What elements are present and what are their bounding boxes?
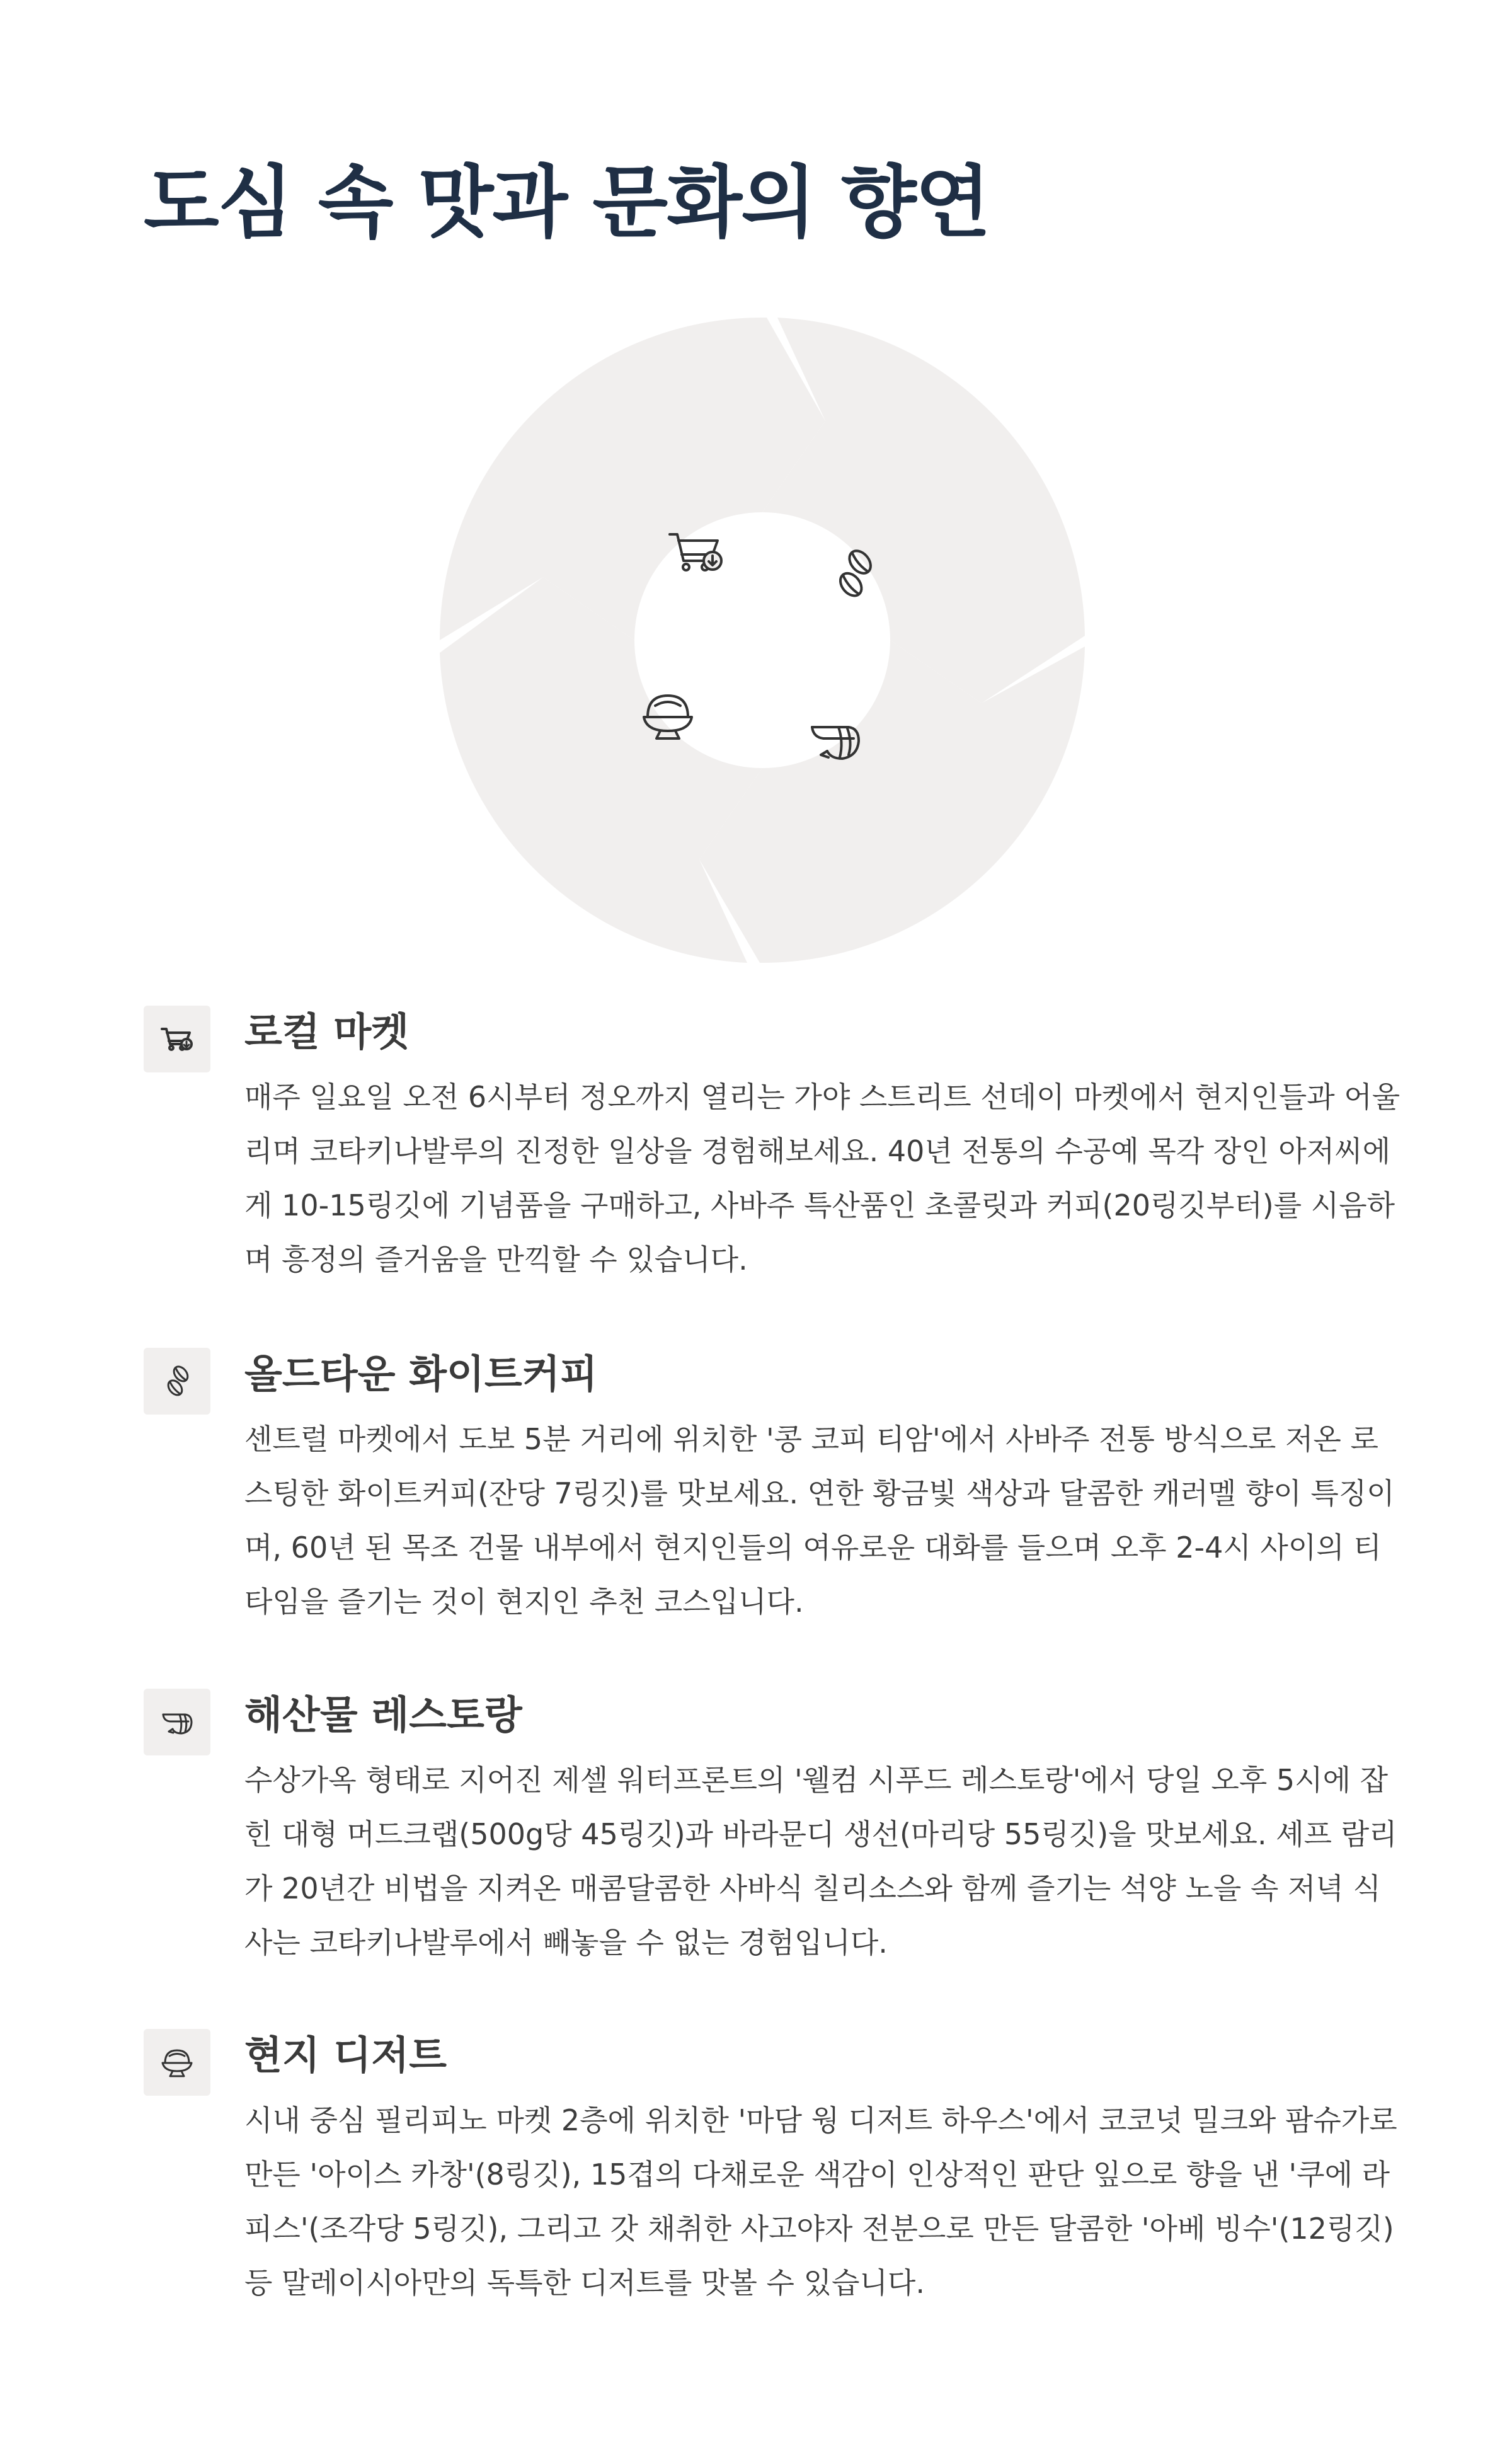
coffee-beans-icon	[144, 1348, 210, 1415]
cycle-segment-market	[440, 318, 825, 640]
section-description: 센트럴 마켓에서 도보 5분 거리에 위치한 '콩 코피 티암'에서 사바주 전통 방식으로 저온 로스팅한 화이트커피(잔당 7링깃)를 맛보세요. 연한 황금빛 색상과 달콤한 캐러멜 향이 특징이며, 60년 된 목조 건물 내부에서 현지인들의 여유로운 대화를 들으며 오후 2-4시 사이의 티타임을 즐기는 것이 현지인 추천 코스입니다.	[244, 1422, 1395, 1619]
shopping-cart-icon	[144, 1006, 210, 1072]
section-title: 현지 디저트	[244, 2032, 447, 2078]
section-title: 올드타운 화이트커피	[244, 1351, 598, 1397]
section-description: 수상가옥 형태로 지어진 제셀 워터프론트의 '웰컴 시푸드 레스토랑'에서 당일 오후 5시에 잡힌 대형 머드크랩(500g당 45링깃)과 바라문디 생선(마리당 55링깃)을 맛보세요. 셰프 람리가 20년간 비법을 지켜온 매콤달콤한 사바식 칠리소스와 함께 즐기는 석양 노을 속 저녁 식사는 코타키나발루에서 빼놓을 수 없는 경험입니다.	[244, 1763, 1397, 1960]
shrimp-icon	[144, 1689, 210, 1755]
section-title: 해산물 레스토랑	[244, 1692, 522, 1738]
cycle-diagram	[435, 313, 1090, 968]
section-description: 매주 일요일 오전 6시부터 정오까지 열리는 가야 스트리트 선데이 마켓에서 현지인들과 어울리며 코타키나발루의 진정한 일상을 경험해보세요. 40년 전통의 수공예 목각 장인 아저씨에게 10-15링깃에 기념품을 구매하고, 사바주 특산품인 초콜릿과 커피(20링깃부터)를 시음하며 흥정의 즐거움을 만끽할 수 있습니다.	[244, 1080, 1400, 1277]
page-title: 도심 속 맛과 문화의 향연	[144, 158, 990, 248]
shopping-cart-icon	[670, 534, 721, 570]
cycle-segment-seafood	[699, 640, 1085, 963]
section-title: 로컬 마켓	[244, 1009, 410, 1055]
cycle-segment-coffee	[762, 318, 1085, 703]
section-description: 시내 중심 필리피노 마켓 2층에 위치한 '마담 웡 디저트 하우스'에서 코코넛 밀크와 팜슈가로 만든 '아이스 카창'(8링깃), 15겹의 다채로운 색감이 인상적인 판단 잎으로 향을 낸 '쿠에 라피스'(조각당 5링깃), 그리고 갓 채취한 사고야자 전분으로 만든 달콤한 '아베 빙수'(12링깃) 등 말레이시아만의 독특한 디저트를 맛볼 수 있습니다.	[244, 2103, 1397, 2300]
cycle-segment-dessert	[440, 577, 762, 963]
dessert-bowl-icon	[144, 2029, 210, 2096]
